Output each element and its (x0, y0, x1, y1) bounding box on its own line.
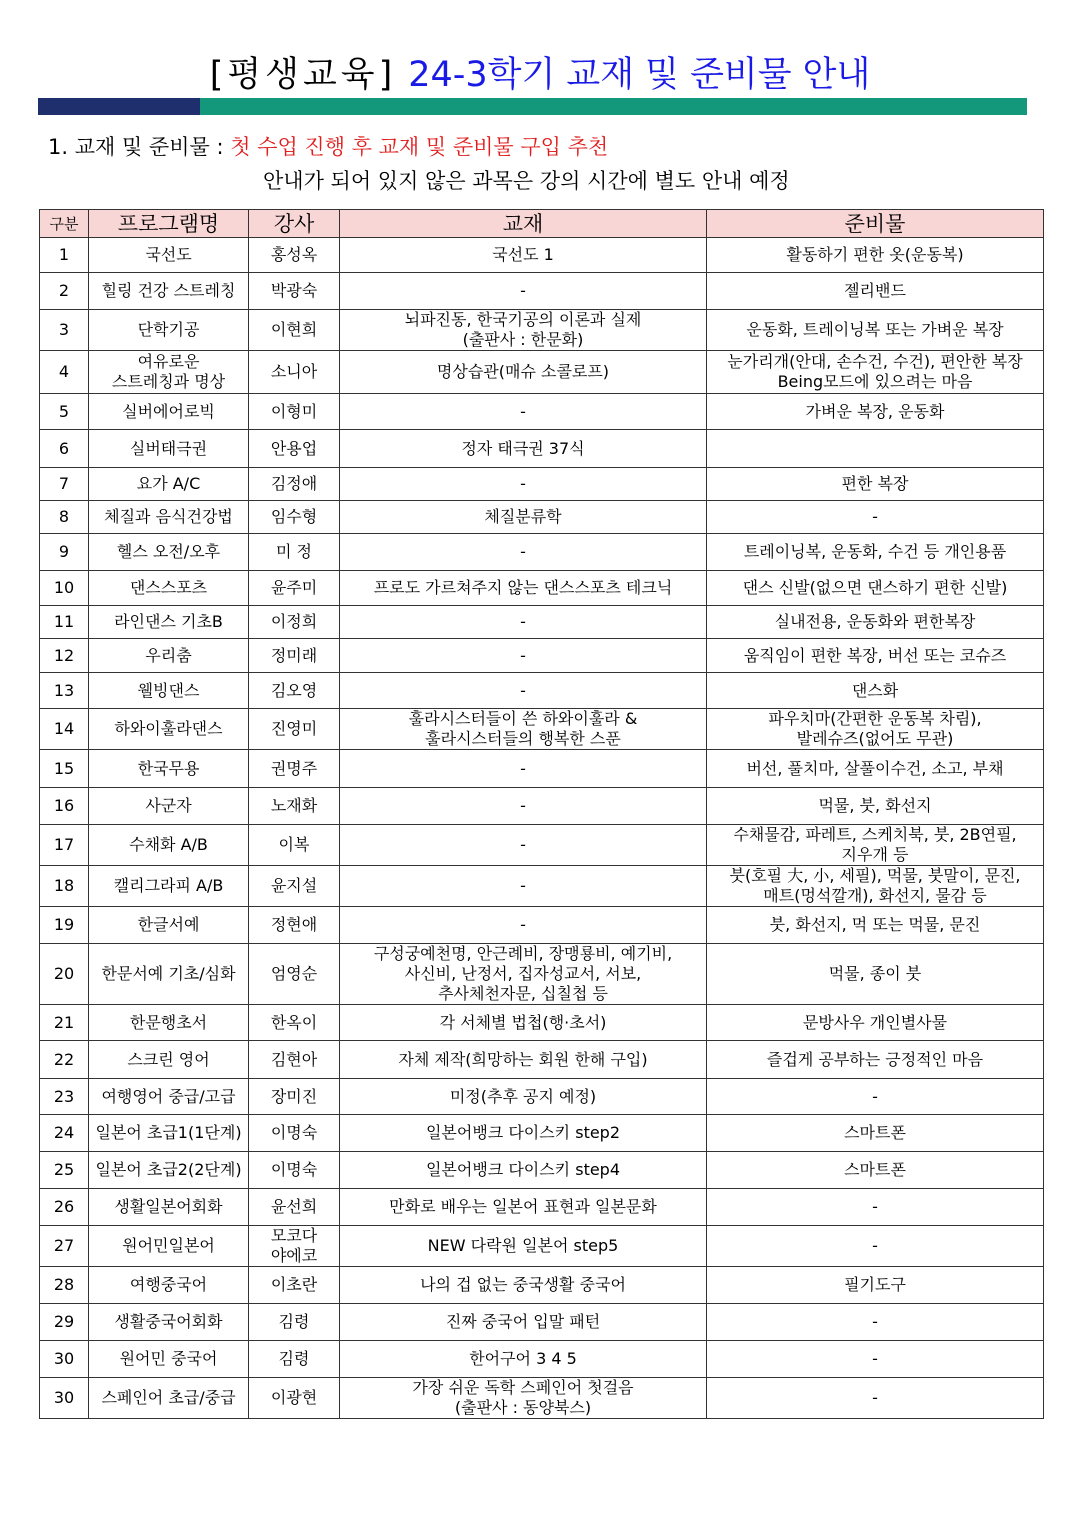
textbook-cell: - (340, 606, 707, 639)
table-row (40, 501, 1044, 534)
row-number-cell: 25 (40, 1152, 89, 1189)
supplies-cell: 버선, 풀치마, 살풀이수건, 소고, 부채 (707, 750, 1044, 788)
program-name-cell: 웰빙댄스 (89, 673, 249, 709)
row-number-cell: 26 (40, 1189, 89, 1226)
row-number-cell: 24 (40, 1115, 89, 1152)
supplies-cell: 눈가리개(안대, 손수건, 수건), 편안한 복장 Being모드에 있으려는 마음 (707, 351, 1044, 394)
table-body (40, 238, 1044, 1419)
teacher-name-cell: 이명숙 (249, 1152, 340, 1189)
program-name-cell: 스페인어 초급/중급 (89, 1378, 249, 1419)
table-row (40, 1226, 1044, 1267)
program-name-cell: 일본어 초급1(1단계) (89, 1115, 249, 1152)
table-row (40, 1115, 1044, 1152)
title-underline-teal (200, 98, 1027, 115)
row-number-cell: 15 (40, 750, 89, 788)
teacher-name-cell: 윤선희 (249, 1189, 340, 1226)
notice-label: 1. 교재 및 준비물 : (48, 135, 231, 159)
teacher-name-cell: 이초란 (249, 1267, 340, 1304)
program-name-cell: 수채화 A/B (89, 825, 249, 866)
table-row (40, 1079, 1044, 1115)
row-number-cell: 2 (40, 273, 89, 310)
row-number-cell: 9 (40, 534, 89, 571)
table-row (40, 468, 1044, 501)
row-number-cell: 27 (40, 1226, 89, 1267)
supplies-cell: 댄스화 (707, 673, 1044, 709)
table-row (40, 1189, 1044, 1226)
program-name-cell: 생활중국어회화 (89, 1304, 249, 1341)
table-header-row (40, 210, 1044, 238)
program-name-cell: 스크린 영어 (89, 1041, 249, 1079)
header-program: 프로그램명 (89, 210, 249, 238)
program-name-cell: 한문행초서 (89, 1005, 249, 1041)
program-name-cell: 댄스스포츠 (89, 571, 249, 606)
textbook-cell: - (340, 468, 707, 501)
textbook-cell: 나의 겁 없는 중국생활 중국어 (340, 1267, 707, 1304)
table-row (40, 1378, 1044, 1419)
teacher-name-cell: 한옥이 (249, 1005, 340, 1041)
supplies-cell: 가벼운 복장, 운동화 (707, 394, 1044, 430)
teacher-name-cell: 미 정 (249, 534, 340, 571)
textbook-cell: 체질분류학 (340, 501, 707, 534)
supplies-cell: 젤리밴드 (707, 273, 1044, 310)
teacher-name-cell: 윤주미 (249, 571, 340, 606)
row-number-cell: 10 (40, 571, 89, 606)
supplies-cell: 실내전용, 운동화와 편한복장 (707, 606, 1044, 639)
table-row (40, 534, 1044, 571)
header-textbook: 교재 (340, 210, 707, 238)
program-name-cell: 사군자 (89, 788, 249, 825)
supplies-cell: 움직임이 편한 복장, 버선 또는 코슈즈 (707, 639, 1044, 673)
program-name-cell: 한국무용 (89, 750, 249, 788)
program-name-cell: 우리춤 (89, 639, 249, 673)
table-row (40, 351, 1044, 394)
row-number-cell: 17 (40, 825, 89, 866)
row-number-cell: 18 (40, 866, 89, 907)
program-name-cell: 생활일본어회화 (89, 1189, 249, 1226)
program-name-cell: 힐링 건강 스트레칭 (89, 273, 249, 310)
notice-highlight: 첫 수업 진행 후 교재 및 준비물 구입 추천 (230, 135, 609, 159)
textbook-cell: 구성궁예천명, 안근례비, 장맹룡비, 예기비, 사신비, 난정서, 집자성교서, 서보, 추사체천자문, 십칠첩 등 (340, 944, 707, 1005)
teacher-name-cell: 소니아 (249, 351, 340, 394)
row-number-cell: 30 (40, 1341, 89, 1378)
program-name-cell: 헬스 오전/오후 (89, 534, 249, 571)
program-name-cell: 국선도 (89, 238, 249, 273)
row-number-cell: 29 (40, 1304, 89, 1341)
teacher-name-cell: 노재화 (249, 788, 340, 825)
supplies-cell: 편한 복장 (707, 468, 1044, 501)
table-row (40, 1304, 1044, 1341)
table-row (40, 639, 1044, 673)
row-number-cell: 12 (40, 639, 89, 673)
row-number-cell: 11 (40, 606, 89, 639)
textbook-cell: - (340, 825, 707, 866)
supplies-cell: 트레이닝복, 운동화, 수건 등 개인용품 (707, 534, 1044, 571)
supplies-cell: 먹물, 붓, 화선지 (707, 788, 1044, 825)
table-row (40, 571, 1044, 606)
row-number-cell: 23 (40, 1079, 89, 1115)
row-number-cell: 8 (40, 501, 89, 534)
textbook-cell: 일본어뱅크 다이스키 step2 (340, 1115, 707, 1152)
title-main: 24-3학기 교재 및 준비물 안내 (408, 55, 871, 95)
table-row (40, 430, 1044, 468)
textbook-cell: - (340, 788, 707, 825)
program-name-cell: 여행중국어 (89, 1267, 249, 1304)
program-name-cell: 실버태극권 (89, 430, 249, 468)
row-number-cell: 21 (40, 1005, 89, 1041)
row-number-cell: 16 (40, 788, 89, 825)
textbook-cell: 가장 쉬운 독학 스페인어 첫걸음 (출판사 : 동양북스) (340, 1378, 707, 1419)
program-name-cell: 체질과 음식건강법 (89, 501, 249, 534)
supplies-cell (707, 430, 1044, 468)
row-number-cell: 5 (40, 394, 89, 430)
teacher-name-cell: 이현희 (249, 310, 340, 351)
teacher-name-cell: 이광현 (249, 1378, 340, 1419)
supplies-cell: 스마트폰 (707, 1152, 1044, 1189)
textbook-cell: 만화로 배우는 일본어 표현과 일본문화 (340, 1189, 707, 1226)
program-name-cell: 여유로운 스트레칭과 명상 (89, 351, 249, 394)
notice-line-1 (48, 132, 608, 162)
supplies-cell: 붓, 화선지, 먹 또는 먹물, 문진 (707, 907, 1044, 944)
table-row (40, 1005, 1044, 1041)
supplies-cell: 즐겁게 공부하는 긍정적인 마음 (707, 1041, 1044, 1079)
program-name-cell: 실버에어로빅 (89, 394, 249, 430)
row-number-cell: 22 (40, 1041, 89, 1079)
textbook-cell: 각 서체별 법첩(행·초서) (340, 1005, 707, 1041)
table-row (40, 238, 1044, 273)
row-number-cell: 13 (40, 673, 89, 709)
program-name-cell: 일본어 초급2(2단계) (89, 1152, 249, 1189)
supplies-cell: - (707, 1226, 1044, 1267)
teacher-name-cell: 진영미 (249, 709, 340, 750)
program-name-cell: 한문서예 기초/심화 (89, 944, 249, 1005)
supplies-cell: 필기도구 (707, 1267, 1044, 1304)
teacher-name-cell: 김현아 (249, 1041, 340, 1079)
row-number-cell: 4 (40, 351, 89, 394)
textbook-cell: - (340, 394, 707, 430)
teacher-name-cell: 장미진 (249, 1079, 340, 1115)
row-number-cell: 6 (40, 430, 89, 468)
teacher-name-cell: 김오영 (249, 673, 340, 709)
row-number-cell: 1 (40, 238, 89, 273)
teacher-name-cell: 정미래 (249, 639, 340, 673)
program-name-cell: 여행영어 중급/고급 (89, 1079, 249, 1115)
textbook-cell: 자체 제작(희망하는 회원 한해 구입) (340, 1041, 707, 1079)
textbook-cell: 진짜 중국어 입말 패턴 (340, 1304, 707, 1341)
table-row (40, 825, 1044, 866)
row-number-cell: 19 (40, 907, 89, 944)
program-name-cell: 단학기공 (89, 310, 249, 351)
textbook-cell: 훌라시스터들이 쓴 하와이훌라 & 훌라시스터들의 행복한 스푼 (340, 709, 707, 750)
page-title (0, 52, 1080, 98)
teacher-name-cell: 정현애 (249, 907, 340, 944)
teacher-name-cell: 김령 (249, 1304, 340, 1341)
textbook-cell: NEW 다락원 일본어 step5 (340, 1226, 707, 1267)
textbook-supplies-table (39, 209, 1044, 1419)
supplies-cell: 스마트폰 (707, 1115, 1044, 1152)
supplies-cell: - (707, 501, 1044, 534)
textbook-cell: - (340, 273, 707, 310)
teacher-name-cell: 모코다 야에코 (249, 1226, 340, 1267)
table-row (40, 273, 1044, 310)
header-supplies: 준비물 (707, 210, 1044, 238)
teacher-name-cell: 임수형 (249, 501, 340, 534)
teacher-name-cell: 박광숙 (249, 273, 340, 310)
teacher-name-cell: 김정애 (249, 468, 340, 501)
teacher-name-cell: 안용업 (249, 430, 340, 468)
table-row (40, 788, 1044, 825)
supplies-cell: - (707, 1079, 1044, 1115)
supplies-cell: 붓(호필 大, 小, 세필), 먹물, 붓말이, 문진, 매트(멍석깔개), 화선지, 물감 등 (707, 866, 1044, 907)
title-underline-navy (38, 98, 200, 115)
notice-line-2: 안내가 되어 있지 않은 과목은 강의 시간에 별도 안내 예정 (263, 169, 790, 193)
table-row (40, 394, 1044, 430)
supplies-cell: 운동화, 트레이닝복 또는 가벼운 복장 (707, 310, 1044, 351)
row-number-cell: 20 (40, 944, 89, 1005)
textbook-cell: 뇌파진동, 한국기공의 이론과 실제 (출판사 : 한문화) (340, 310, 707, 351)
teacher-name-cell: 홍성옥 (249, 238, 340, 273)
table-row (40, 750, 1044, 788)
textbook-cell: - (340, 907, 707, 944)
textbook-cell: - (340, 534, 707, 571)
supplies-cell: - (707, 1378, 1044, 1419)
program-name-cell: 요가 A/C (89, 468, 249, 501)
row-number-cell: 7 (40, 468, 89, 501)
supplies-cell: - (707, 1341, 1044, 1378)
teacher-name-cell: 이정희 (249, 606, 340, 639)
table-row (40, 1041, 1044, 1079)
textbook-cell: - (340, 866, 707, 907)
table-row (40, 1341, 1044, 1378)
textbook-cell: 일본어뱅크 다이스키 step4 (340, 1152, 707, 1189)
textbook-cell: - (340, 639, 707, 673)
title-prefix: [평생교육] (209, 55, 397, 95)
table-row (40, 1267, 1044, 1304)
textbook-cell: 한어구어 3 4 5 (340, 1341, 707, 1378)
table-row (40, 606, 1044, 639)
teacher-name-cell: 이명숙 (249, 1115, 340, 1152)
row-number-cell: 3 (40, 310, 89, 351)
textbook-cell: 국선도 1 (340, 238, 707, 273)
table-row (40, 310, 1044, 351)
row-number-cell: 28 (40, 1267, 89, 1304)
supplies-cell: 댄스 신발(없으면 댄스하기 편한 신발) (707, 571, 1044, 606)
supplies-cell: 파우치마(간편한 운동복 차림), 발레슈즈(없어도 무관) (707, 709, 1044, 750)
program-name-cell: 원어민 중국어 (89, 1341, 249, 1378)
supplies-cell: - (707, 1189, 1044, 1226)
program-name-cell: 한글서예 (89, 907, 249, 944)
program-name-cell: 하와이훌라댄스 (89, 709, 249, 750)
row-number-cell: 14 (40, 709, 89, 750)
table-row (40, 907, 1044, 944)
table-row (40, 944, 1044, 1005)
teacher-name-cell: 이복 (249, 825, 340, 866)
textbook-cell: - (340, 673, 707, 709)
teacher-name-cell: 권명주 (249, 750, 340, 788)
table-row (40, 1152, 1044, 1189)
textbook-cell: 명상습관(매슈 소콜로프) (340, 351, 707, 394)
textbook-cell: 정자 태극권 37식 (340, 430, 707, 468)
textbook-cell: 프로도 가르쳐주지 않는 댄스스포츠 테크닉 (340, 571, 707, 606)
program-name-cell: 캘리그라피 A/B (89, 866, 249, 907)
supplies-cell: 수채물감, 파레트, 스케치북, 붓, 2B연필, 지우개 등 (707, 825, 1044, 866)
row-number-cell: 30 (40, 1378, 89, 1419)
supplies-cell: 먹물, 종이 붓 (707, 944, 1044, 1005)
table-row (40, 866, 1044, 907)
program-name-cell: 원어민일본어 (89, 1226, 249, 1267)
table-row (40, 673, 1044, 709)
header-no: 구분 (40, 210, 89, 238)
textbook-cell: - (340, 750, 707, 788)
teacher-name-cell: 엄영순 (249, 944, 340, 1005)
teacher-name-cell: 김령 (249, 1341, 340, 1378)
teacher-name-cell: 윤지설 (249, 866, 340, 907)
header-teacher: 강사 (249, 210, 340, 238)
table-row (40, 709, 1044, 750)
supplies-cell: 문방사우 개인별사물 (707, 1005, 1044, 1041)
supplies-cell: - (707, 1304, 1044, 1341)
program-name-cell: 라인댄스 기초B (89, 606, 249, 639)
textbook-cell: 미정(추후 공지 예정) (340, 1079, 707, 1115)
supplies-cell: 활동하기 편한 옷(운동복) (707, 238, 1044, 273)
teacher-name-cell: 이형미 (249, 394, 340, 430)
